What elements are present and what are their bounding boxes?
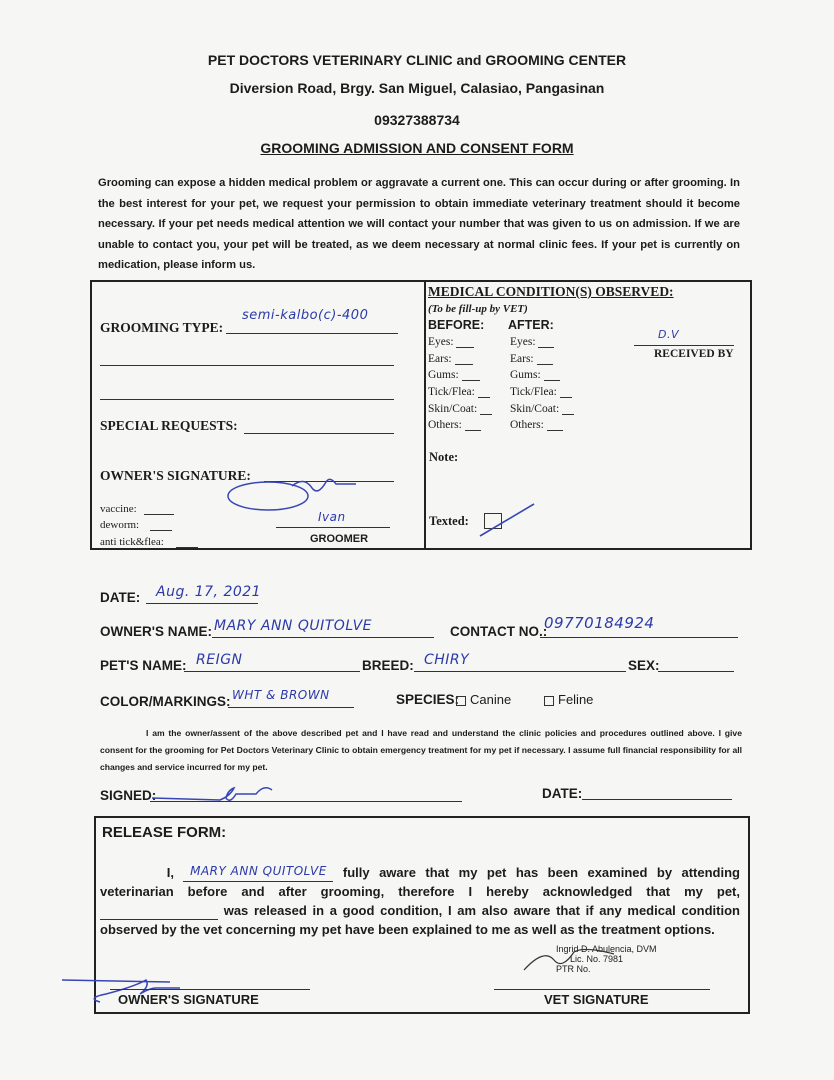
clinic-phone: 09327388734 xyxy=(374,112,460,128)
special-requests-line[interactable] xyxy=(244,432,394,434)
contact-label: CONTACT NO.: xyxy=(450,624,548,639)
color-label: COLOR/MARKINGS: xyxy=(100,694,231,709)
before-eyes-line[interactable] xyxy=(456,347,474,348)
groomer-label: GROOMER xyxy=(310,533,369,545)
after-label: AFTER: xyxy=(508,318,554,332)
grooming-box xyxy=(90,280,426,550)
medical-box xyxy=(422,280,752,550)
release-owner-line[interactable] xyxy=(183,861,333,882)
pet-name-value: REIGN xyxy=(196,652,243,668)
sex-label: SEX: xyxy=(628,658,660,673)
species-canine-label: Canine xyxy=(470,692,512,707)
grooming-type-line-3 xyxy=(100,398,394,400)
after-others-line[interactable] xyxy=(547,430,563,431)
received-by-label: RECEIVED BY xyxy=(654,348,734,360)
date2-line[interactable] xyxy=(582,798,732,800)
after-skin-line[interactable] xyxy=(562,414,574,415)
owner-name-value: MARY ANN QUITOLVE xyxy=(214,618,373,634)
grooming-type-label: GROOMING TYPE: xyxy=(100,320,224,335)
feline-checkbox[interactable] xyxy=(544,696,554,706)
signed-signature xyxy=(150,776,300,806)
grooming-type-line[interactable] xyxy=(226,332,398,334)
special-requests-label: SPECIAL REQUESTS: xyxy=(100,418,238,433)
before-skin-line[interactable] xyxy=(480,414,492,415)
owner-signature-line-2[interactable] xyxy=(110,988,310,990)
received-by-line[interactable] xyxy=(634,344,734,346)
received-by-value: D.V xyxy=(658,328,679,341)
anti-tick-label: anti tick&flea: xyxy=(100,536,164,548)
owner-name-line[interactable] xyxy=(212,636,434,638)
before-ears-line[interactable] xyxy=(455,364,473,365)
release-i: I, xyxy=(166,865,174,880)
release-text-1: fully aware that my pet has been examined by attending veterinarian before and after grooming, therefore I hereby acknowledged that my pet, xyxy=(100,865,740,899)
before-label: BEFORE: xyxy=(428,318,485,332)
after-eyes-line[interactable] xyxy=(538,347,554,348)
after-ears-line[interactable] xyxy=(537,364,553,365)
sex-line[interactable] xyxy=(658,670,734,672)
anti-tick-line[interactable] xyxy=(176,546,198,548)
vet-stamp-ptr: PTR No. xyxy=(556,964,591,974)
groomer-value: Ivan xyxy=(318,510,346,524)
date2-label: DATE: xyxy=(542,786,583,801)
after-gums: Gums: xyxy=(510,369,541,382)
date-value: Aug. 17, 2021 xyxy=(156,584,262,600)
after-tick-line[interactable] xyxy=(560,397,572,398)
before-gums-line[interactable] xyxy=(462,380,480,381)
species-feline-label: Feline xyxy=(558,692,594,707)
form-title: GROOMING ADMISSION AND CONSENT FORM xyxy=(260,140,574,156)
after-gums-line[interactable] xyxy=(544,380,560,381)
owner-signature-scribble xyxy=(222,468,372,516)
before-eyes: Eyes: xyxy=(428,336,454,348)
medical-subtitle: (To be fill-up by VET) xyxy=(428,303,528,315)
signed-label: SIGNED: xyxy=(100,788,157,803)
note-label: Note: xyxy=(429,450,459,464)
contact-value: 09770184924 xyxy=(544,614,655,632)
owner-signature-label: OWNER'S SIGNATURE: xyxy=(100,468,251,483)
vet-signature-mark xyxy=(520,944,620,976)
after-ears: Ears: xyxy=(510,352,534,365)
vet-stamp-name: Ingrid D. Abulencia, DVM xyxy=(556,944,657,954)
before-ears: Ears: xyxy=(428,352,452,365)
date-label: DATE: xyxy=(100,590,141,605)
before-list xyxy=(428,336,492,436)
release-paragraph xyxy=(100,861,740,939)
release-pet-line[interactable] xyxy=(100,905,218,920)
release-text-2: was released in a good condition, I am also aware that if any medical condition observed by the vet concerning my pet have been explained to me as well as the treatment options. xyxy=(100,903,740,937)
pet-name-label: PET'S NAME: xyxy=(100,658,187,673)
release-title: RELEASE FORM: xyxy=(102,824,227,841)
species-label: SPECIES: xyxy=(396,692,460,707)
texted-label: Texted: xyxy=(429,514,469,528)
breed-line[interactable] xyxy=(414,670,626,672)
before-tick-line[interactable] xyxy=(478,397,490,398)
vet-signature-line[interactable] xyxy=(494,988,710,990)
grooming-type-value: semi-kalbo(c)-400 xyxy=(242,308,369,323)
date-line[interactable] xyxy=(146,602,258,604)
before-others: Others: xyxy=(428,419,462,432)
vet-stamp-lic: Lic. No. 7981 xyxy=(570,954,624,964)
deworm-line[interactable] xyxy=(150,529,172,531)
breed-value: CHIRY xyxy=(424,652,470,668)
owner-name-label: OWNER'S NAME: xyxy=(100,624,212,639)
color-value: WHT & BROWN xyxy=(232,688,330,702)
pet-name-line[interactable] xyxy=(184,670,360,672)
vaccine-line[interactable] xyxy=(144,513,174,515)
contact-line[interactable] xyxy=(540,636,738,638)
release-owner-value: MARY ANN QUITOLVE xyxy=(190,864,327,878)
after-tick: Tick/Flea: xyxy=(510,386,557,399)
canine-checkbox[interactable] xyxy=(456,696,466,706)
species-canine-option[interactable] xyxy=(456,692,511,707)
after-eyes: Eyes: xyxy=(510,336,536,348)
after-list xyxy=(510,336,574,436)
clinic-name: PET DOCTORS VETERINARY CLINIC and GROOMING CENTER xyxy=(207,52,627,68)
before-skin: Skin/Coat: xyxy=(428,402,478,415)
consent-paragraph: I am the owner/assent of the above described pet and I have read and understand the clinic policies and procedures outlined above. I give consent for the grooming for Pet Doctors Veterinary Clinic to obtain emergency treatment for my pet if necessary. I assume full financial responsibility for all changes and service incurred for my pet. xyxy=(100,728,742,772)
texted-checkmark xyxy=(478,500,538,540)
groomer-line[interactable] xyxy=(276,526,390,528)
breed-label: BREED: xyxy=(362,658,414,673)
intro-paragraph: Grooming can expose a hidden medical problem or aggravate a current one. This can occur during or after grooming. In the best interest for your pet, we request your permission to obtain immediate veterinary treatment should it become necessary. If your pet needs medical attention we will contact your number that was given to us on admission. If we are unable to contact you, your pet will be treated, as we deem necessary at normal clinic fees. If your pet is currently on medication, please inform us. xyxy=(98,177,740,271)
vet-signature-label: VET SIGNATURE xyxy=(544,992,649,1007)
after-skin: Skin/Coat: xyxy=(510,402,560,415)
before-gums: Gums: xyxy=(428,369,459,382)
after-others: Others: xyxy=(510,419,544,432)
species-feline-option[interactable] xyxy=(544,692,593,707)
vaccine-label: vaccine: xyxy=(100,503,137,515)
medical-title: MEDICAL CONDITION(S) OBSERVED: xyxy=(428,284,674,299)
color-line[interactable] xyxy=(228,706,354,708)
clinic-address: Diversion Road, Brgy. San Miguel, Calasiao, Pangasinan xyxy=(229,80,605,96)
grooming-type-line-2 xyxy=(100,364,394,366)
release-owner-signature-label: OWNER'S SIGNATURE xyxy=(118,992,259,1007)
before-tick: Tick/Flea: xyxy=(428,386,475,399)
deworm-label: deworm: xyxy=(100,519,140,531)
before-others-line[interactable] xyxy=(465,430,481,431)
